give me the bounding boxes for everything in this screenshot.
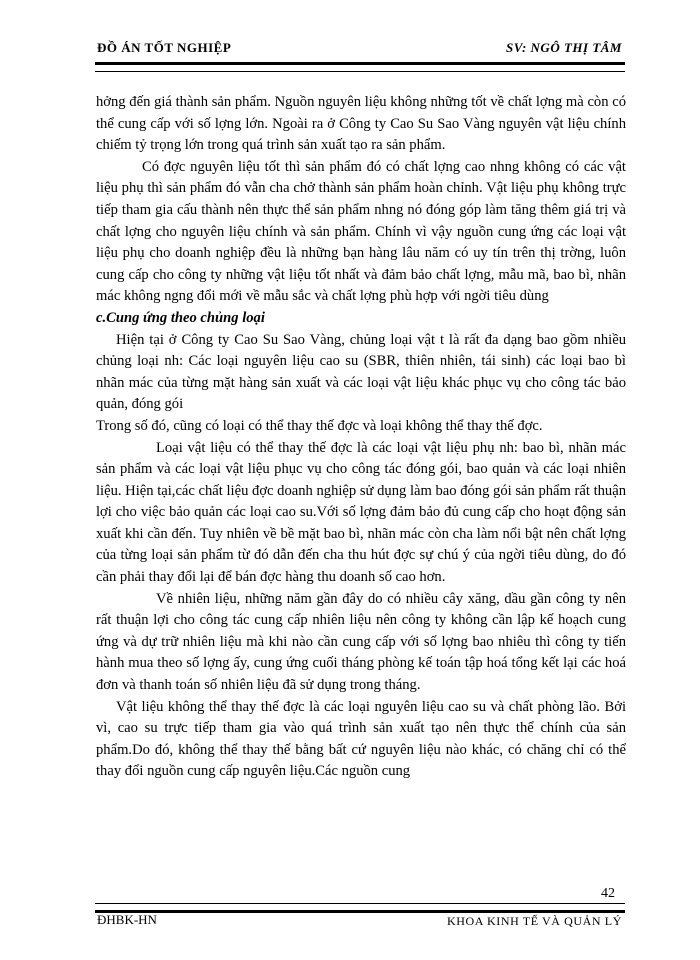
footer-faculty: KHOA KINH TẾ VÀ QUẢN LÝ bbox=[446, 914, 622, 928]
paragraph: Vật liệu không thể thay thế đợc là các loại nguyên liệu cao su và chất phòng lão. Bởi vì, cao su trực tiếp tham gia vào quá trình sản xuất tạo nên thực thể chính của sản phẩm.Do đó, không thể thay thế bằng bất cứ nguyên liệu nào khác, có chăng chỉ có thể thay đổi nguồn cung cấp nguyên liệu.Các nguồn cung bbox=[96, 698, 626, 780]
header-title: ĐỒ ÁN TỐT NGHIỆP bbox=[97, 40, 232, 55]
header-rule bbox=[95, 62, 625, 72]
paragraph: Có đợc nguyên liệu tốt thì sản phẩm đó có chất lợng cao nhng không có các vật liệu phụ thì sản phẩm đó vẫn cha chở thành sản phẩm hoàn chỉnh. Vật liệu phụ không trực tiếp tham gia cấu thành nên thực thể sản phẩm nhng nó đóng góp làm tăng thêm giá trị và chất lợng cho nguyên liệu chính và sản phẩm. Chính vì vậy nguồn cung ứng các loại vật liệu phụ cho doanh nghiệp đều là những bạn hàng lâu năm có uy tín trên thị trờng, luôn cung cấp cho công ty những vật liệu tốt nhất và đảm bảo chất lợng, mẫu mã, bao bì, nhãn mác không ngng đổi mới về mẫu sắc và chất lợng phù hợp với ngời tiêu dùng bbox=[96, 158, 626, 305]
section-heading: c.Cung ứng theo chủng loại bbox=[96, 309, 265, 326]
paragraph: Trong số đó, cũng có loại có thể thay thế đợc và loại không thể thay thế đợc. bbox=[96, 417, 543, 434]
paragraph: Hiện tại ở Công ty Cao Su Sao Vàng, chủng loại vật t là rất đa dạng bao gồm nhiều chủng loại nh: Các loại nguyên liệu cao su (SBR, thiên nhiên, tái sinh) các loại bao bì nhãn mác của từng mặt hàng sản xuất và các loại vật liệu khác phục vụ cho công tác bảo quản, đóng gói bbox=[96, 331, 626, 413]
paragraph: Loại vật liệu có thể thay thế đợc là các loại vật liệu phụ nh: bao bì, nhãn mác sản phẩm và các loại vật liệu phục vụ cho công tác đóng gói, bao quản và các loại nhiên liệu. Hiện tại,các chất liệu đợc doanh nghiệp sử dụng làm bao đóng gói sản phẩm rất thuận lợi cho việc bảo quản các loại cao su.Với số lợng đảm bảo đủ cung cấp cho hoạt động sản xuất khi cần đến. Tuy nhiên về bề mặt bao bì, nhãn mác còn cha làm nổi bật nên chất lợng của từng loại sản phẩm từ đó dẫn đến cha thu hút đợc sự chú ý của ngời tiêu dùng, do đó cần phải thay đổi lại để bán đợc hàng thu doanh số cao hơn. bbox=[96, 439, 626, 586]
paragraph: hởng đến giá thành sản phẩm. Nguồn nguyên liệu không những tốt về chất lợng mà còn có thể cung cấp với số lợng lớn. Ngoài ra ở Công ty Cao Su Sao Vàng nguyên vật liệu chính chiếm tỷ trọng lớn trong quá trình sản xuất tạo ra sản phẩm. bbox=[96, 94, 626, 154]
footer-university: ĐHBK-HN bbox=[97, 912, 157, 927]
footer-rule bbox=[95, 903, 625, 913]
paragraph: Về nhiên liệu, những năm gần đây do có nhiều cây xăng, dầu gần công ty nên rất thuận lợi cho công tác cung cấp nhiên liệu nên công ty không cần lập kế hoạch cung ứng và dự trữ nhiên liệu mà khi nào cần cung cấp với số lợng bao nhiêu thì công ty tiến hành mua theo số lợng ấy, cung ứng cuối tháng phòng kế toán tập hoá tổng kết lại các hoá đơn và thanh toán số nhiên liệu đã sử dụng trong tháng. bbox=[96, 590, 626, 694]
page-number: 42 bbox=[601, 886, 615, 901]
document-body bbox=[96, 92, 626, 783]
header-student-name: SV: NGÔ THỊ TÂM bbox=[506, 40, 622, 55]
